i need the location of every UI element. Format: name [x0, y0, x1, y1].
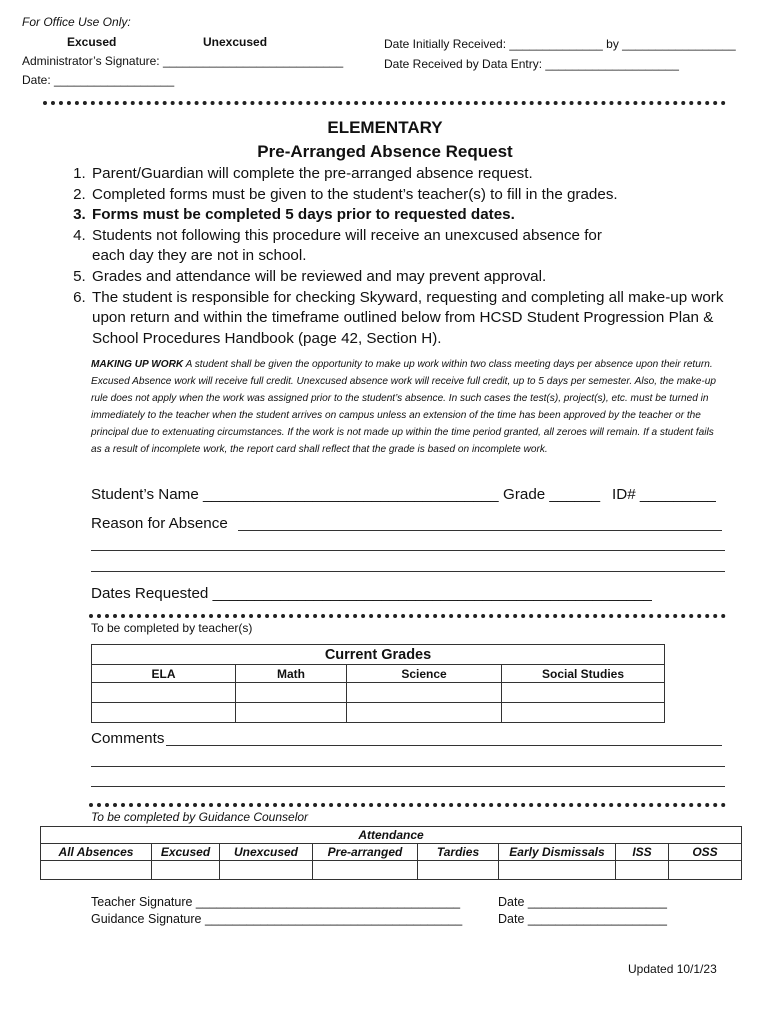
- column-header: Tardies: [418, 844, 499, 861]
- attendance-cell[interactable]: [499, 861, 616, 880]
- column-header: ELA: [92, 665, 236, 683]
- grade-cell[interactable]: [92, 683, 236, 703]
- reason-line[interactable]: [91, 550, 725, 551]
- table-row: [41, 861, 742, 880]
- column-header: Unexcused: [220, 844, 313, 861]
- teacher-date-field[interactable]: Date ____________________: [498, 895, 667, 909]
- column-header: OSS: [669, 844, 742, 861]
- comments-label: Comments: [91, 730, 165, 747]
- admin-signature-field[interactable]: Administrator’s Signature: ___________________________: [22, 54, 344, 68]
- page-subtitle: Pre-Arranged Absence Request: [257, 142, 513, 161]
- comments-line[interactable]: [91, 786, 725, 787]
- dates-requested-field[interactable]: Dates Requested ____________________________________________________: [91, 585, 652, 602]
- attendance-cell[interactable]: [616, 861, 669, 880]
- grade-cell[interactable]: [236, 703, 347, 723]
- column-header: All Absences: [41, 844, 152, 861]
- current-grades-title: Current Grades: [92, 645, 665, 665]
- dotted-divider: [89, 614, 726, 618]
- rule-item: 2. Completed forms must be given to the student’s teacher(s) to fill in the grades.: [90, 185, 750, 206]
- rule-item: 5. Grades and attendance will be reviewed and may prevent approval.: [90, 267, 750, 288]
- table-row: [92, 703, 665, 723]
- rule-item: 4. Students not following this procedure will receive an unexcused absence for each day they are not in school.: [90, 226, 632, 267]
- comments-line[interactable]: [166, 745, 722, 746]
- date-initially-received-field[interactable]: Date Initially Received: ______________ by _________________: [384, 37, 736, 51]
- grade-cell[interactable]: [92, 703, 236, 723]
- grade-field[interactable]: Grade ______: [503, 486, 601, 503]
- unexcused-label: Unexcused: [203, 35, 268, 49]
- column-header: ISS: [616, 844, 669, 861]
- makeup-paragraph: [91, 356, 723, 458]
- updated-date: Updated 10/1/23: [628, 962, 717, 976]
- office-use-heading: For Office Use Only:: [22, 15, 131, 29]
- teacher-signature-field[interactable]: Teacher Signature ______________________________________: [91, 895, 461, 909]
- date-received-data-entry-field[interactable]: Date Received by Data Entry: ____________________: [384, 57, 679, 71]
- id-field[interactable]: ID# _________: [612, 486, 716, 503]
- attendance-cell[interactable]: [418, 861, 499, 880]
- reason-line[interactable]: [238, 530, 722, 531]
- column-header: Early Dismissals: [499, 844, 616, 861]
- page-title: ELEMENTARY: [327, 118, 443, 137]
- makeup-text: A student shall be given the opportunity to make up work within two class meeting days per absence upon their return. Excused Absence work will receive full credit. Unexcused absence work will receive full credit, up to 5 days per semester. Also, the make-up rule does not apply when the work was assigned prior to the student’s absence. In such cases the test(s), project(s), etc. must be turned in immediately to the teacher when the student arrives on campus unless an extension of the time has been approved by the teacher or the principal due to extenuating circumstances. If the work is not made up within the time period granted, all zeroes will remain. If a student fails as a result of incomplete work, the report card shall reflect that the grade is based on incomplete work.: [91, 359, 716, 455]
- dotted-divider: [43, 101, 726, 105]
- grade-cell[interactable]: [236, 683, 347, 703]
- guidance-signature-field[interactable]: Guidance Signature _____________________________________: [91, 912, 463, 926]
- attendance-cell[interactable]: [313, 861, 418, 880]
- comments-line[interactable]: [91, 766, 725, 767]
- column-header: Math: [236, 665, 347, 683]
- attendance-cell[interactable]: [669, 861, 742, 880]
- column-header: Pre-arranged: [313, 844, 418, 861]
- dotted-divider: [89, 803, 726, 807]
- reason-line[interactable]: [91, 571, 725, 572]
- makeup-heading: MAKING UP WORK: [91, 359, 184, 370]
- rule-item: 1. Parent/Guardian will complete the pre-arranged absence request.: [90, 164, 750, 185]
- column-header: Excused: [152, 844, 220, 861]
- grade-cell[interactable]: [502, 683, 665, 703]
- teacher-section-caption: To be completed by teacher(s): [91, 621, 253, 635]
- grade-cell[interactable]: [347, 683, 502, 703]
- guidance-date-field[interactable]: Date ____________________: [498, 912, 667, 926]
- excused-label: Excused: [67, 35, 117, 49]
- grade-cell[interactable]: [347, 703, 502, 723]
- attendance-cell[interactable]: [41, 861, 152, 880]
- reason-label: Reason for Absence: [91, 515, 228, 532]
- column-header: Science: [347, 665, 502, 683]
- office-date-field[interactable]: Date: __________________: [22, 73, 175, 87]
- rule-item: 3. Forms must be completed 5 days prior to requested dates.: [90, 205, 750, 226]
- current-grades-table: [91, 644, 665, 723]
- rules-list: [64, 164, 750, 349]
- attendance-cell[interactable]: [152, 861, 220, 880]
- attendance-cell[interactable]: [220, 861, 313, 880]
- attendance-table: [40, 826, 742, 880]
- student-name-field[interactable]: Student’s Name ___________________________________: [91, 486, 499, 503]
- rule-item: 6. The student is responsible for checking Skyward, requesting and completing all make-up work upon return and within the timeframe outlined below from HCSD Student Progression Plan & School Procedures Handbook (page 42, Section H).: [90, 288, 750, 350]
- table-row: [92, 683, 665, 703]
- guidance-section-caption: To be completed by Guidance Counselor: [91, 810, 309, 824]
- attendance-title: Attendance: [41, 827, 742, 844]
- grade-cell[interactable]: [502, 703, 665, 723]
- column-header: Social Studies: [502, 665, 665, 683]
